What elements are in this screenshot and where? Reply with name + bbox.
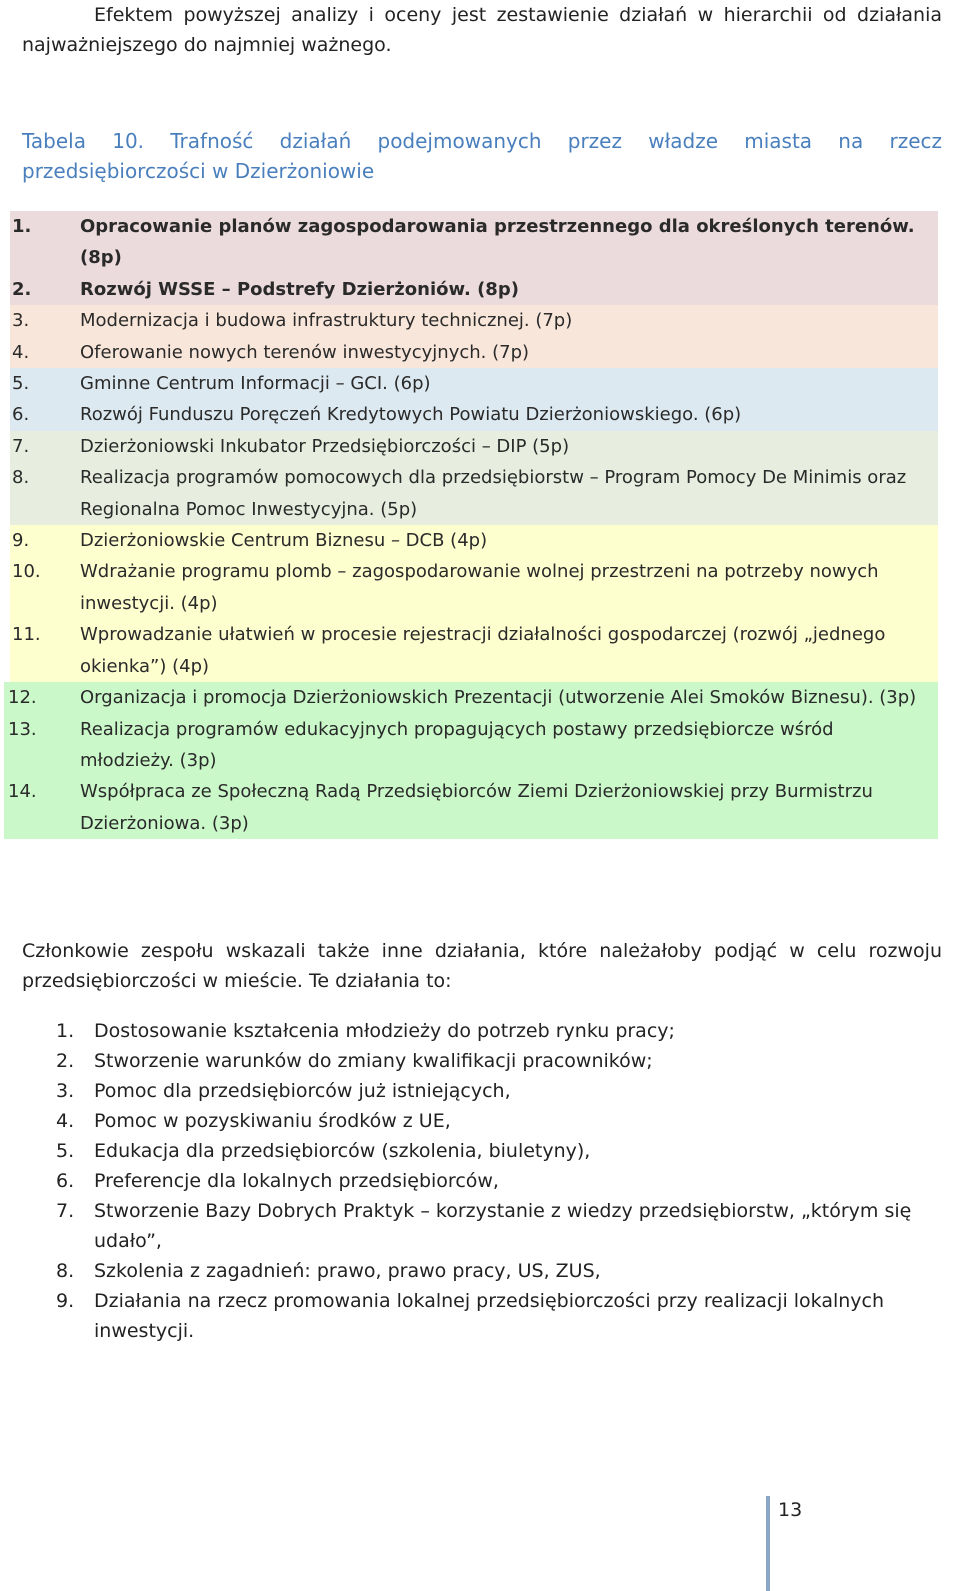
- list-item: [56, 1286, 946, 1346]
- ranking-row: [10, 619, 938, 682]
- ranking-text: Dzierżoniowskie Centrum Biznesu – DCB (4p): [80, 530, 488, 552]
- ranking-text: Organizacja i promocja Dzierżoniowskich Prezentacji (utworzenie Alei Smoków Biznesu). (3p): [80, 687, 917, 709]
- ranking-number: 1.: [12, 216, 32, 237]
- table-caption: Tabela 10. Trafność działań podejmowanych przez władze miasta na rzecz przedsiębiorczości w Dzierżoniowie: [22, 129, 942, 183]
- list-item: [56, 1106, 946, 1136]
- ranking-number: 3.: [12, 310, 30, 332]
- ranking-text: Rozwój WSSE – Podstrefy Dzierżoniów. (8p): [80, 278, 519, 300]
- list-number: 2.: [56, 1050, 75, 1072]
- ranking-row: [10, 211, 938, 274]
- ranking-text: Realizacja programów pomocowych dla przedsiębiorstw – Program Pomocy De Minimis oraz Regionalna Pomoc Inwestycyjna. (5p): [80, 467, 907, 520]
- ranking-text: Wprowadzanie ułatwień w procesie rejestracji działalności gospodarczej (rozwój „jednego okienka”) (4p): [80, 624, 886, 677]
- list-text: Preferencje dla lokalnych przedsiębiorców,: [94, 1170, 499, 1192]
- footer-divider: [766, 1496, 770, 1591]
- intro-paragraph: [22, 0, 942, 60]
- ranking-text: Gminne Centrum Informacji – GCI. (6p): [80, 373, 431, 395]
- list-number: 5.: [56, 1140, 75, 1162]
- list-text: Stworzenie Bazy Dobrych Praktyk – korzystanie z wiedzy przedsiębiorstw, „którym się udało”,: [94, 1200, 912, 1252]
- list-number: 6.: [56, 1170, 75, 1192]
- list-number: 3.: [56, 1080, 75, 1102]
- ranking-text: Opracowanie planów zagospodarowania przestrzennego dla określonych terenów. (8p): [80, 216, 915, 269]
- ranking-row: [10, 305, 938, 336]
- ranking-number: 5.: [12, 373, 30, 395]
- ranking-row: [10, 274, 938, 305]
- ranking-number: 4.: [12, 341, 30, 363]
- ranking-number: 14.: [8, 781, 37, 803]
- intro-text: Efektem powyższej analizy i oceny jest zestawienie działań w hierarchii od działania najważniejszego do najmniej ważnego.: [22, 4, 942, 56]
- ranking-text: Modernizacja i budowa infrastruktury technicznej. (7p): [80, 310, 573, 332]
- ranking-row: [4, 714, 938, 777]
- ranking-number: 2.: [12, 278, 32, 300]
- ranking-row: [10, 399, 938, 430]
- list-item: [56, 1166, 946, 1196]
- ranking-text: Dzierżoniowski Inkubator Przedsiębiorczości – DIP (5p): [80, 435, 570, 457]
- list-number: 7.: [56, 1200, 75, 1222]
- team-paragraph: Członkowie zespołu wskazali także inne działania, które należałoby podjąć w celu rozwoju przedsiębiorczości w mieście. Te działania to:: [22, 940, 942, 992]
- ranking-number: 10.: [12, 561, 41, 583]
- ranking-number: 7.: [12, 435, 30, 457]
- ranking-number: 13.: [8, 718, 37, 740]
- list-text: Dostosowanie kształcenia młodzieży do potrzeb rynku pracy;: [94, 1020, 675, 1042]
- list-text: Pomoc w pozyskiwaniu środków z UE,: [94, 1110, 451, 1132]
- list-number: 8.: [56, 1260, 75, 1282]
- list-item: [56, 1256, 946, 1286]
- list-number: 4.: [56, 1110, 75, 1132]
- page-number: 13: [778, 1499, 803, 1521]
- list-text: Szkolenia z zagadnień: prawo, prawo pracy, US, ZUS,: [94, 1260, 601, 1282]
- ranking-number: 9.: [12, 530, 30, 552]
- ranking-text: Realizacja programów edukacyjnych propagujących postawy przedsiębiorcze wśród młodzieży. (3p): [80, 718, 834, 771]
- ranking-number: 12.: [8, 687, 37, 709]
- list-item: [56, 1196, 946, 1256]
- ranking-text: Współpraca ze Społeczną Radą Przedsiębiorców Ziemi Dzierżoniowskiej przy Burmistrzu Dzierżoniowa. (3p): [80, 781, 873, 834]
- ranking-text: Rozwój Funduszu Poręczeń Kredytowych Powiatu Dzierżoniowskiego. (6p): [80, 404, 742, 426]
- ranking-row: [10, 462, 938, 525]
- list-text: Pomoc dla przedsiębiorców już istniejących,: [94, 1080, 511, 1102]
- list-item: [56, 1136, 946, 1166]
- list-item: [56, 1016, 946, 1046]
- ranking-row: [10, 337, 938, 368]
- ranking-text: Oferowanie nowych terenów inwestycyjnych. (7p): [80, 341, 530, 363]
- list-text: Edukacja dla przedsiębiorców (szkolenia, biuletyny),: [94, 1140, 591, 1162]
- list-number: 9.: [56, 1290, 75, 1312]
- ranking-text: Wdrażanie programu plomb – zagospodarowanie wolnej przestrzeni na potrzeby nowych inwestycji. (4p): [80, 561, 879, 614]
- ranking-row: [10, 556, 938, 619]
- ranking-number: 11.: [12, 624, 41, 646]
- ranking-list: [0, 211, 938, 839]
- actions-list: [56, 1016, 946, 1346]
- ranking-row: [10, 431, 938, 462]
- ranking-row: [4, 776, 938, 839]
- ranking-number: 6.: [12, 404, 30, 426]
- ranking-row: [10, 368, 938, 399]
- ranking-row: [10, 525, 938, 556]
- list-text: Działania na rzecz promowania lokalnej przedsiębiorczości przy realizacji lokalnych inwestycji.: [94, 1290, 885, 1342]
- list-text: Stworzenie warunków do zmiany kwalifikacji pracowników;: [94, 1050, 653, 1072]
- list-number: 1.: [56, 1020, 75, 1042]
- list-item: [56, 1046, 946, 1076]
- ranking-row: [4, 682, 938, 713]
- list-item: [56, 1076, 946, 1106]
- ranking-number: 8.: [12, 467, 30, 489]
